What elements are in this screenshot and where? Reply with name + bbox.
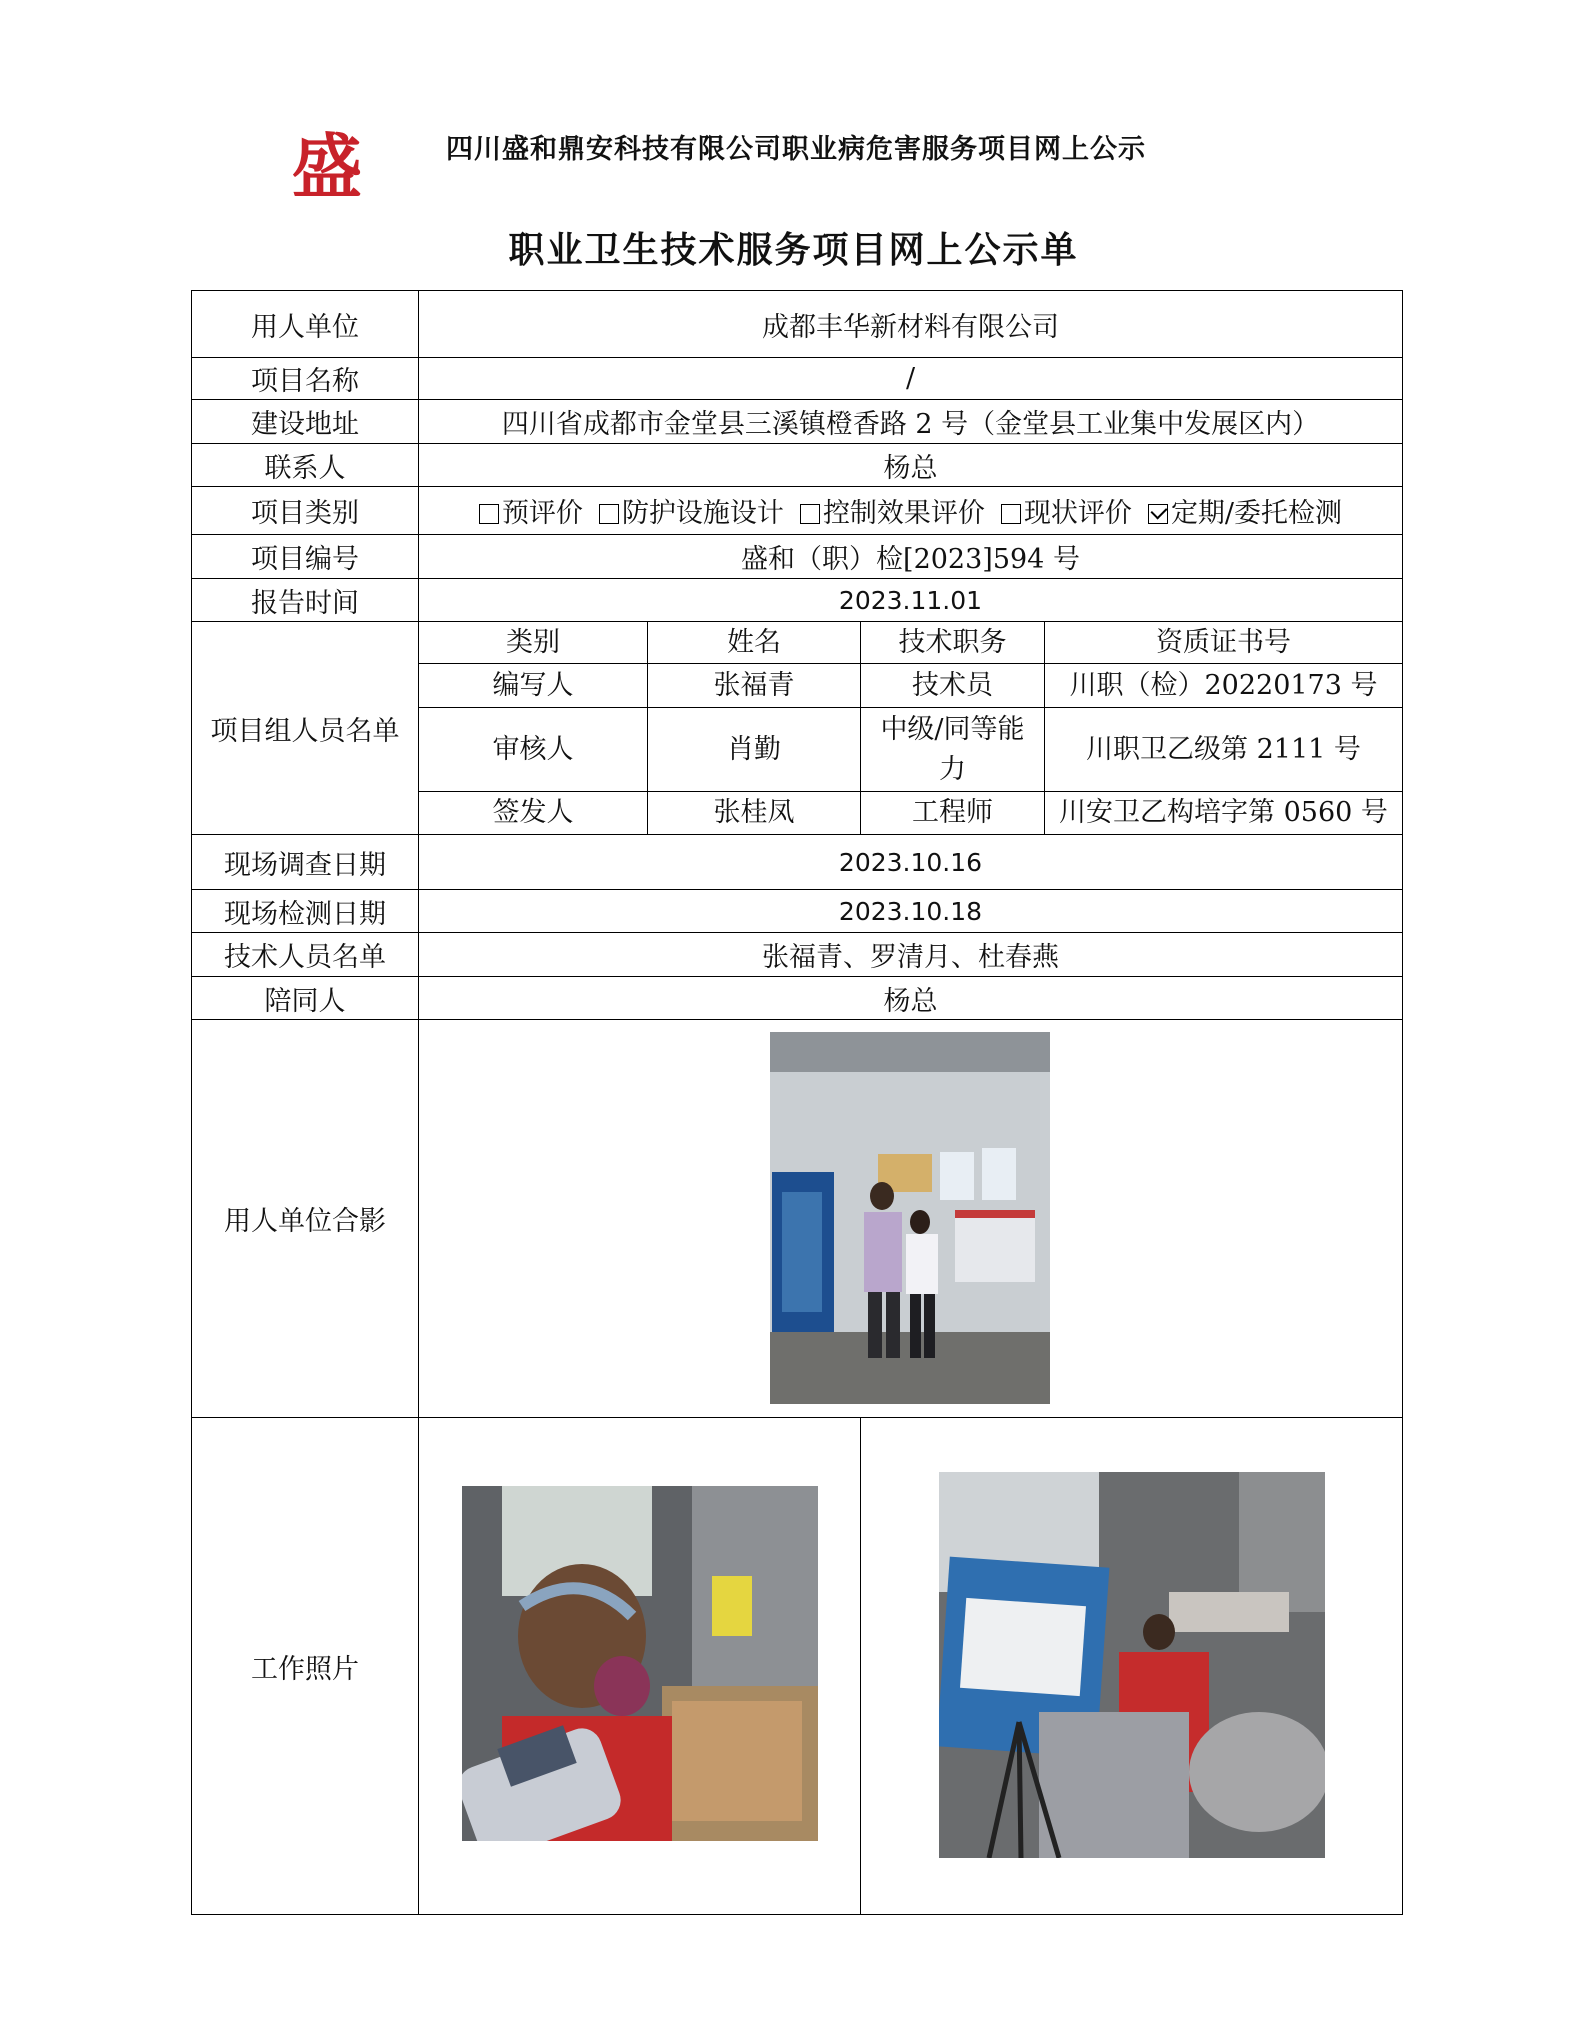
team-cell: 工程师 — [861, 792, 1045, 834]
work-photo-sampling-equipment — [939, 1472, 1325, 1858]
team-header: 类别 — [419, 622, 648, 663]
label-category: 项目类别 — [192, 487, 419, 534]
team-cell: 签发人 — [419, 792, 648, 834]
checkbox-icon — [599, 504, 619, 524]
option-pre-evaluation: 预评价 — [479, 491, 583, 530]
row-technicians — [192, 933, 1402, 977]
group-photo-image — [770, 1032, 1050, 1404]
row-project-name — [192, 358, 1402, 400]
work-photo-noise-meter — [462, 1486, 818, 1841]
team-cell: 中级/同等能力 — [861, 708, 1045, 791]
team-cell: 张桂凤 — [648, 792, 861, 834]
label-report-date: 报告时间 — [192, 579, 419, 621]
option-control-effect: 控制效果评价 — [800, 491, 985, 530]
team-header: 资质证书号 — [1156, 626, 1291, 658]
label-technicians: 技术人员名单 — [192, 933, 419, 976]
row-escort — [192, 977, 1402, 1020]
label-employer: 用人单位 — [192, 291, 419, 357]
team-table — [419, 622, 1402, 834]
value-address: 四川省成都市金堂县三溪镇橙香路 2 号（金堂县工业集中发展区内） — [501, 409, 1320, 440]
row-address — [192, 400, 1402, 444]
label-team: 项目组人员名单 — [192, 622, 419, 834]
team-header-row — [419, 622, 1402, 664]
checkbox-icon — [1001, 504, 1021, 524]
team-cell: 编写人 — [419, 664, 648, 707]
team-cell: 川安卫乙构培字第 0560 号 — [1059, 797, 1388, 828]
company-logo: 盛 — [292, 125, 362, 208]
category-options — [419, 487, 1402, 534]
label-project-no: 项目编号 — [192, 535, 419, 578]
team-cell: 川职（检）20220173 号 — [1069, 669, 1378, 701]
team-cell: 张福青 — [648, 664, 861, 707]
value-project-no: 盛和（职）检[2023]594 号 — [741, 544, 1080, 575]
work-photos-cell — [419, 1418, 1402, 1914]
label-escort: 陪同人 — [192, 977, 419, 1019]
value-survey-date: 2023.10.16 — [838, 847, 983, 877]
option-status-evaluation: 现状评价 — [1001, 491, 1132, 530]
work-photo-left-cell — [419, 1418, 861, 1914]
team-cell: 川职卫乙级第 2111 号 — [1086, 733, 1361, 765]
value-project-name: / — [905, 363, 916, 394]
label-survey-date: 现场调查日期 — [192, 835, 419, 889]
row-contact — [192, 444, 1402, 487]
team-header: 姓名 — [648, 622, 861, 663]
group-photo-cell — [419, 1020, 1402, 1417]
row-group-photo — [192, 1020, 1402, 1418]
label-project-name: 项目名称 — [192, 358, 419, 399]
row-report-date — [192, 579, 1402, 622]
org-header-title: 四川盛和鼎安科技有限公司职业病危害服务项目网上公示 — [446, 134, 1146, 165]
option-periodic-testing: 定期/委托检测 — [1148, 491, 1342, 530]
label-test-date: 现场检测日期 — [192, 890, 419, 932]
value-escort: 杨总 — [883, 985, 938, 1017]
row-team — [192, 622, 1402, 835]
checkbox-icon — [800, 504, 820, 524]
team-row — [419, 664, 1402, 708]
checkbox-icon — [479, 504, 499, 524]
label-group-photo: 用人单位合影 — [192, 1020, 419, 1417]
row-survey-date — [192, 835, 1402, 890]
value-contact: 杨总 — [883, 452, 938, 484]
row-project-no — [192, 535, 1402, 579]
value-test-date: 2023.10.18 — [838, 896, 983, 926]
team-cell: 审核人 — [419, 708, 648, 791]
option-protection-design: 防护设施设计 — [599, 491, 784, 530]
team-row — [419, 792, 1402, 834]
notice-form — [191, 290, 1403, 1915]
page-title: 职业卫生技术服务项目网上公示单 — [508, 229, 1079, 271]
row-employer — [192, 291, 1402, 358]
team-cell: 肖勤 — [648, 708, 861, 791]
team-row — [419, 708, 1402, 792]
team-cell: 技术员 — [861, 664, 1045, 707]
team-header: 技术职务 — [861, 622, 1045, 663]
row-work-photos — [192, 1418, 1402, 1914]
label-work-photos: 工作照片 — [192, 1418, 419, 1914]
value-report-date: 2023.11.01 — [838, 585, 983, 615]
row-test-date — [192, 890, 1402, 933]
checkbox-checked-icon — [1148, 504, 1168, 524]
label-contact: 联系人 — [192, 444, 419, 486]
value-employer: 成都丰华新材料有限公司 — [762, 311, 1059, 343]
value-technicians: 张福青、罗清月、杜春燕 — [762, 942, 1059, 973]
work-photo-right-cell — [861, 1418, 1402, 1914]
row-category — [192, 487, 1402, 535]
label-address: 建设地址 — [192, 400, 419, 443]
